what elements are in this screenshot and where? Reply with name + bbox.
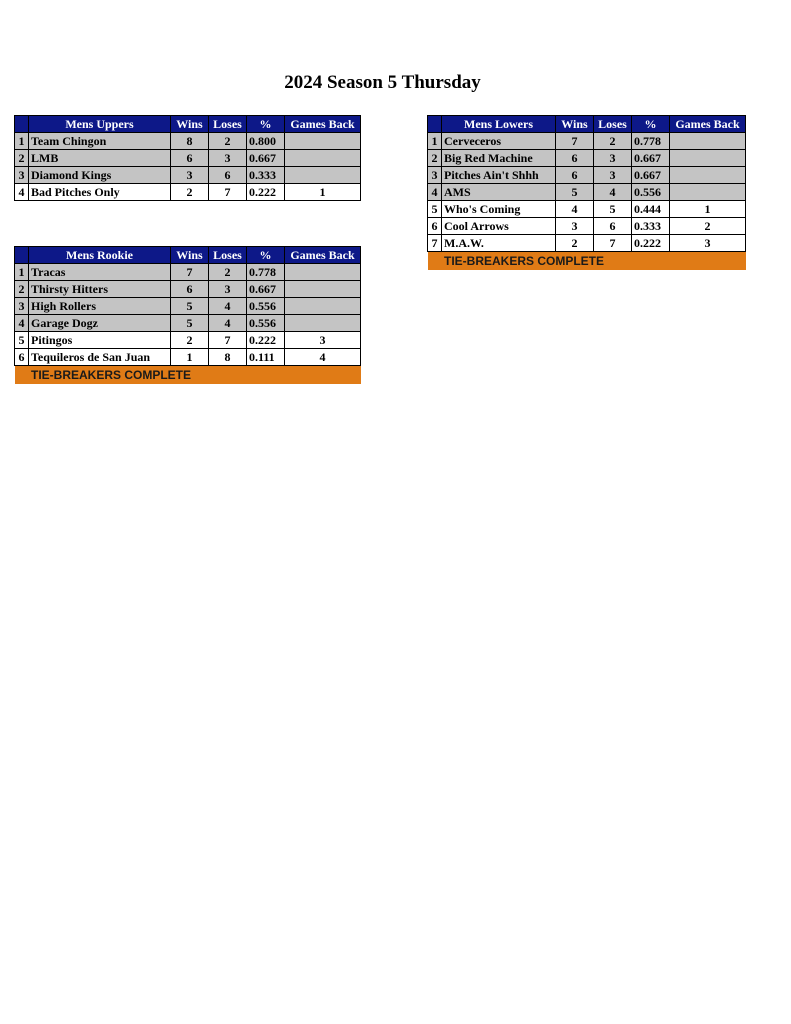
loses-cell: 8: [209, 349, 247, 366]
pct-cell: 0.556: [632, 184, 670, 201]
wins-cell: 7: [171, 264, 209, 281]
team-cell: Cerveceros: [442, 133, 556, 150]
games-back-cell: [670, 133, 746, 150]
page-title: 2024 Season 5 Thursday: [284, 72, 481, 93]
rank-cell: 1: [15, 264, 29, 281]
table-row: [428, 235, 746, 252]
games-back-cell: [670, 150, 746, 167]
games-back-cell: [285, 133, 361, 150]
rank-cell: 7: [428, 235, 442, 252]
games-back-header: Games Back: [285, 247, 361, 264]
wins-cell: 5: [171, 315, 209, 332]
tie-breakers-banner: [15, 366, 361, 384]
wins-cell: 7: [556, 133, 594, 150]
loses-cell: 6: [209, 167, 247, 184]
loses-cell: 3: [594, 167, 632, 184]
wins-cell: 6: [171, 281, 209, 298]
wins-header: Wins: [171, 247, 209, 264]
mens-uppers-table: [14, 115, 361, 201]
pct-cell: 0.778: [632, 133, 670, 150]
team-cell: Diamond Kings: [29, 167, 171, 184]
pct-cell: 0.556: [247, 315, 285, 332]
table-row: [15, 349, 361, 366]
rank-cell: 4: [15, 184, 29, 201]
pct-header: %: [247, 247, 285, 264]
team-cell: Cool Arrows: [442, 218, 556, 235]
loses-cell: 7: [594, 235, 632, 252]
pct-cell: 0.667: [247, 150, 285, 167]
pct-cell: 0.333: [632, 218, 670, 235]
loses-cell: 7: [209, 184, 247, 201]
games-back-cell: [285, 315, 361, 332]
team-cell: Tequileros de San Juan: [29, 349, 171, 366]
rank-cell: 6: [15, 349, 29, 366]
mens-lowers-table: [427, 115, 746, 270]
rank-header: [15, 116, 29, 133]
rank-cell: 3: [428, 167, 442, 184]
wins-cell: 1: [171, 349, 209, 366]
rank-header: [15, 247, 29, 264]
loses-header: Loses: [209, 247, 247, 264]
table-row: [428, 133, 746, 150]
games-back-cell: [285, 167, 361, 184]
header-row: [428, 116, 746, 133]
pct-cell: 0.111: [247, 349, 285, 366]
rank-cell: 5: [15, 332, 29, 349]
division-name: Mens Lowers: [442, 116, 556, 133]
pct-cell: 0.800: [247, 133, 285, 150]
table-row: [15, 150, 361, 167]
table-row: [15, 298, 361, 315]
pct-header: %: [247, 116, 285, 133]
games-back-cell: 1: [285, 184, 361, 201]
tie-breakers-banner: [428, 252, 746, 270]
loses-cell: 4: [209, 315, 247, 332]
pct-cell: 0.333: [247, 167, 285, 184]
wins-cell: 2: [171, 332, 209, 349]
table-row: [428, 150, 746, 167]
wins-cell: 2: [171, 184, 209, 201]
pct-cell: 0.222: [247, 184, 285, 201]
games-back-cell: [285, 150, 361, 167]
games-back-cell: [285, 298, 361, 315]
team-cell: Pitingos: [29, 332, 171, 349]
loses-cell: 4: [594, 184, 632, 201]
table-row: [15, 332, 361, 349]
pct-cell: 0.444: [632, 201, 670, 218]
rank-cell: 6: [428, 218, 442, 235]
table-row: [428, 167, 746, 184]
games-back-cell: 2: [670, 218, 746, 235]
rank-cell: 2: [428, 150, 442, 167]
team-cell: AMS: [442, 184, 556, 201]
team-cell: Garage Dogz: [29, 315, 171, 332]
wins-cell: 5: [171, 298, 209, 315]
division-name: Mens Uppers: [29, 116, 171, 133]
loses-cell: 4: [209, 298, 247, 315]
pct-cell: 0.667: [247, 281, 285, 298]
games-back-cell: [285, 264, 361, 281]
games-back-header: Games Back: [670, 116, 746, 133]
wins-header: Wins: [171, 116, 209, 133]
pct-cell: 0.222: [247, 332, 285, 349]
rank-cell: 1: [15, 133, 29, 150]
loses-cell: 6: [594, 218, 632, 235]
rank-cell: 2: [15, 150, 29, 167]
table-row: [15, 264, 361, 281]
wins-cell: 5: [556, 184, 594, 201]
team-cell: Who's Coming: [442, 201, 556, 218]
pct-cell: 0.222: [632, 235, 670, 252]
table-row: [428, 218, 746, 235]
wins-cell: 3: [556, 218, 594, 235]
table-row: [428, 184, 746, 201]
games-back-cell: 1: [670, 201, 746, 218]
rank-cell: 4: [428, 184, 442, 201]
team-cell: Tracas: [29, 264, 171, 281]
games-back-cell: [670, 167, 746, 184]
loses-header: Loses: [594, 116, 632, 133]
rank-header: [428, 116, 442, 133]
team-cell: High Rollers: [29, 298, 171, 315]
rank-cell: 3: [15, 298, 29, 315]
team-cell: Thirsty Hitters: [29, 281, 171, 298]
games-back-header: Games Back: [285, 116, 361, 133]
table-row: [15, 167, 361, 184]
games-back-cell: [285, 281, 361, 298]
pct-header: %: [632, 116, 670, 133]
loses-cell: 2: [209, 264, 247, 281]
wins-cell: 6: [556, 167, 594, 184]
tie-breakers-label: TIE-BREAKERS COMPLETE: [15, 366, 361, 384]
wins-cell: 6: [171, 150, 209, 167]
wins-cell: 2: [556, 235, 594, 252]
table-row: [15, 315, 361, 332]
rank-cell: 3: [15, 167, 29, 184]
games-back-cell: 3: [670, 235, 746, 252]
loses-header: Loses: [209, 116, 247, 133]
games-back-cell: 4: [285, 349, 361, 366]
games-back-cell: [670, 184, 746, 201]
tie-breakers-label: TIE-BREAKERS COMPLETE: [428, 252, 746, 270]
pct-cell: 0.778: [247, 264, 285, 281]
loses-cell: 2: [209, 133, 247, 150]
team-cell: Bad Pitches Only: [29, 184, 171, 201]
team-cell: Pitches Ain't Shhh: [442, 167, 556, 184]
table-row: [428, 201, 746, 218]
rank-cell: 4: [15, 315, 29, 332]
wins-cell: 3: [171, 167, 209, 184]
loses-cell: 3: [594, 150, 632, 167]
loses-cell: 5: [594, 201, 632, 218]
pct-cell: 0.667: [632, 167, 670, 184]
rank-cell: 2: [15, 281, 29, 298]
rank-cell: 5: [428, 201, 442, 218]
games-back-cell: 3: [285, 332, 361, 349]
loses-cell: 2: [594, 133, 632, 150]
team-cell: Big Red Machine: [442, 150, 556, 167]
header-row: [15, 116, 361, 133]
division-name: Mens Rookie: [29, 247, 171, 264]
team-cell: M.A.W.: [442, 235, 556, 252]
wins-header: Wins: [556, 116, 594, 133]
mens-rookie-table: [14, 246, 361, 384]
loses-cell: 3: [209, 281, 247, 298]
pct-cell: 0.667: [632, 150, 670, 167]
loses-cell: 7: [209, 332, 247, 349]
wins-cell: 6: [556, 150, 594, 167]
loses-cell: 3: [209, 150, 247, 167]
team-cell: LMB: [29, 150, 171, 167]
table-row: [15, 281, 361, 298]
table-row: [15, 184, 361, 201]
pct-cell: 0.556: [247, 298, 285, 315]
table-row: [15, 133, 361, 150]
team-cell: Team Chingon: [29, 133, 171, 150]
header-row: [15, 247, 361, 264]
wins-cell: 4: [556, 201, 594, 218]
rank-cell: 1: [428, 133, 442, 150]
wins-cell: 8: [171, 133, 209, 150]
